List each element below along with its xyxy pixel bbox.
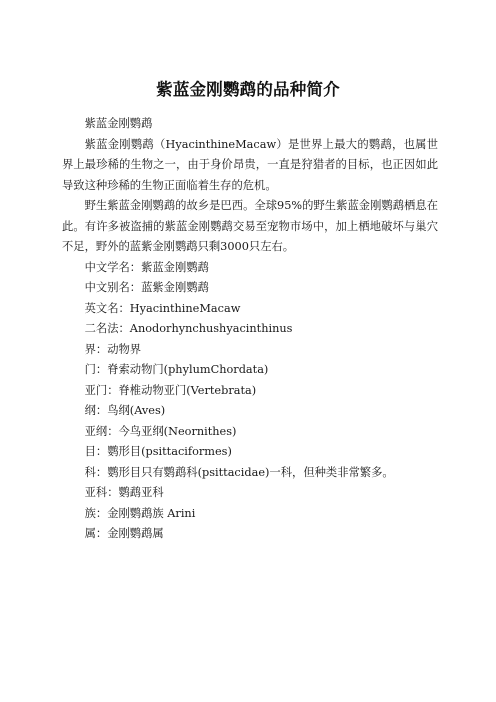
fact-genus: 属：金刚鹦鹉属 <box>84 527 164 540</box>
intro-paragraph: 紫蓝金刚鹦鹉（HyacinthineMacaw）是世界上最大的鹦鹉，也属世界上最珍稀的生物之一，由于身价昂贵，一直是狩猎者的目标，也正因如此导致这种珍稀的生物正面临着生存的危机。 <box>62 137 438 192</box>
fact-class: 纲：鸟纲(Aves) <box>84 404 166 417</box>
fact-english-name: 英文名：HyacinthineMacaw <box>84 301 241 315</box>
fact-order: 目：鹦形目(psittaciformes) <box>84 445 232 458</box>
fact-subfamily: 亚科：鹦鹉亚科 <box>84 486 164 499</box>
fact-kingdom: 界：动物界 <box>84 342 142 356</box>
fact-family: 科：鹦形目只有鹦鹉科(psittacidae)一科，但种类非常繁多。 <box>84 465 394 479</box>
document-title: 紫蓝金刚鹦鹉的品种简介 <box>156 80 340 99</box>
fact-phylum: 门：脊索动物门(phylumChordata) <box>84 363 269 376</box>
fact-binomial: 二名法：Anodorhynchushyacinthinus <box>84 322 293 335</box>
document-body <box>62 114 438 545</box>
fact-subphylum: 亚门：脊椎动物亚门(Vertebrata) <box>84 383 257 397</box>
section-heading: 紫蓝金刚鹦鹉 <box>84 117 153 130</box>
fact-tribe: 族：金刚鹦鹉族 Arini <box>84 506 196 520</box>
fact-chinese-name: 中文学名：紫蓝金刚鹦鹉 <box>84 260 209 274</box>
habitat-paragraph: 野生紫蓝金刚鹦鹉的故乡是巴西。全球95%的野生紫蓝金刚鹦鹉栖息在此。有许多被盗捕的紫蓝金刚鹦鹉交易至宠物市场中，加上栖地破坏与巢穴不足，野外的蓝紫金刚鹦鹉只剩3000只左右。 <box>62 199 438 253</box>
fact-alias: 中文别名：蓝紫金刚鹦鹉 <box>84 281 209 294</box>
fact-subclass: 亚纲：今鸟亚纲(Neornithes) <box>84 424 237 438</box>
